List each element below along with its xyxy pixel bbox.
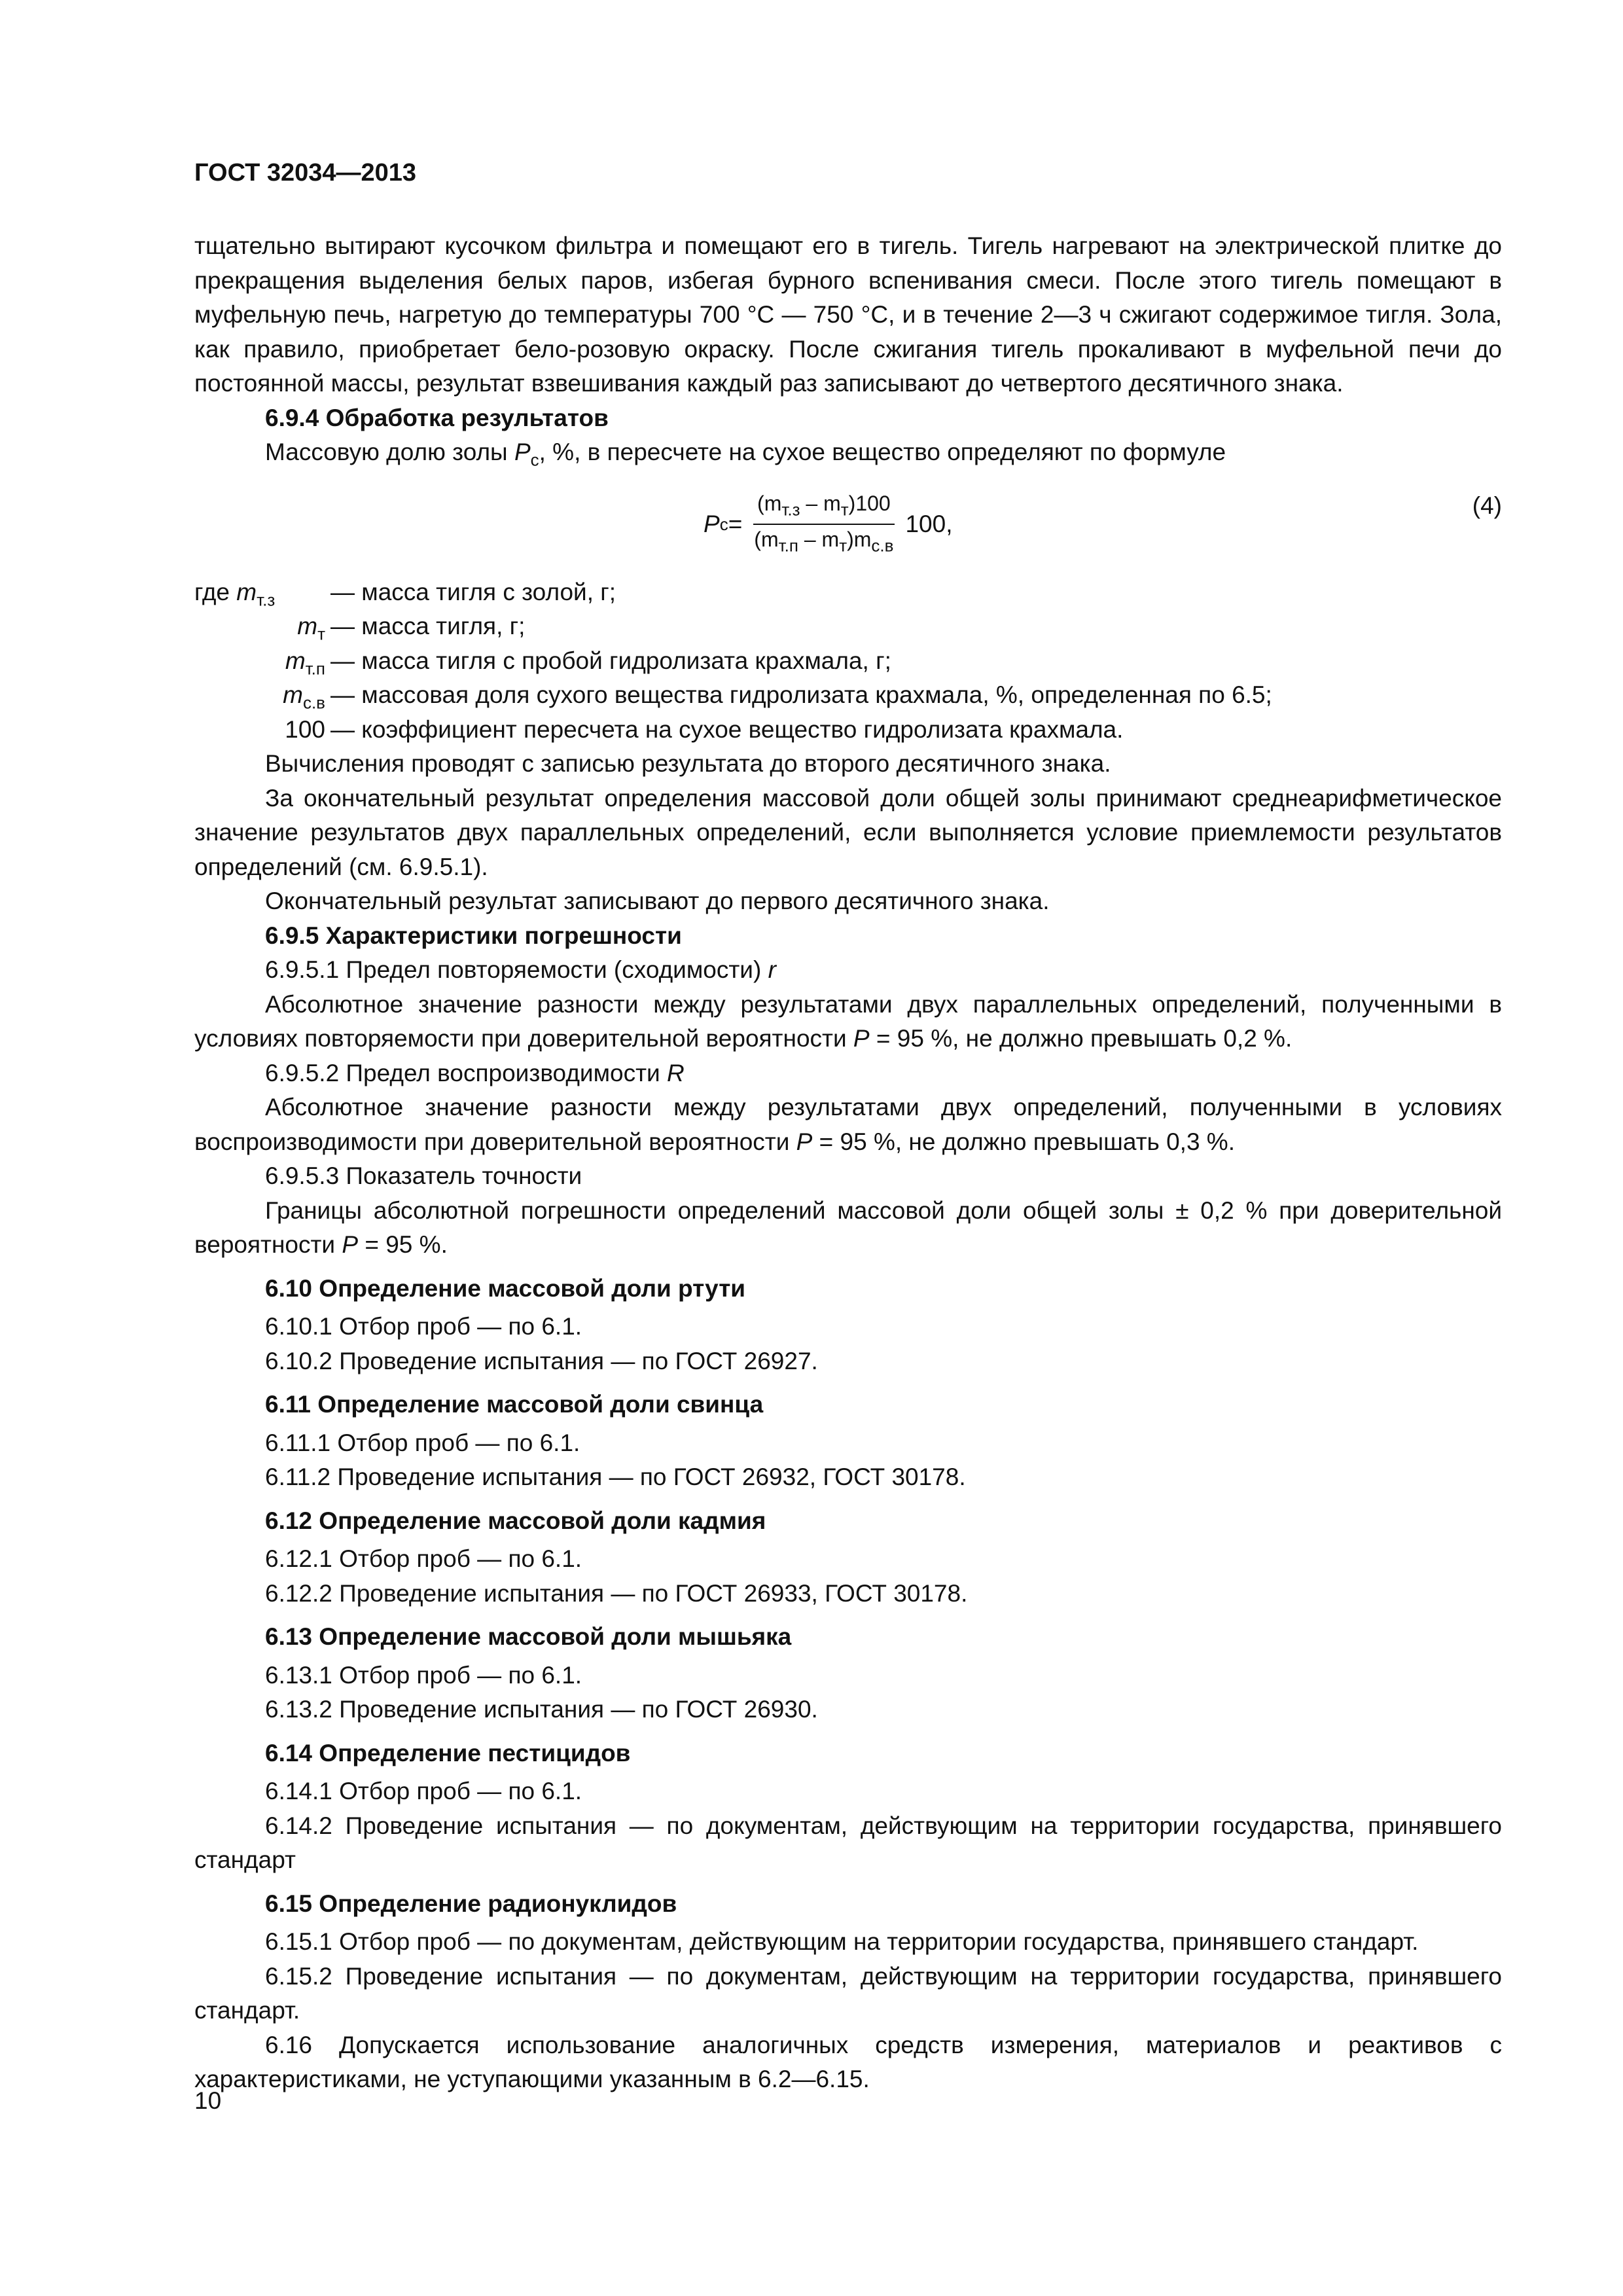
formula-lhs: P	[704, 511, 720, 538]
where-symbol-sub: т.п	[305, 658, 325, 679]
num-part: – m	[800, 491, 841, 515]
equation-number: (4)	[1472, 492, 1502, 519]
section-heading: 6.15 Определение радионуклидов	[265, 1890, 677, 1917]
formula-lhs-sub: c	[719, 514, 728, 535]
paragraph	[194, 1090, 1502, 1159]
paragraph-text: = 95 %, не должно превышать 0,3 %.	[812, 1128, 1235, 1155]
where-description: — масса тигля, г;	[330, 613, 526, 640]
den-sub: т	[839, 535, 847, 556]
section-item: 6.11.2 Проведение испытания — по ГОСТ 26932, ГОСТ 30178.	[265, 1463, 966, 1491]
paragraph: Окончательный результат записывают до первого десятичного знака.	[265, 888, 1050, 915]
where-description: — массовая доля сухого вещества гидролизата крахмала, %, определенная по 6.5;	[330, 681, 1272, 709]
where-description: — масса тигля с золой, г;	[330, 578, 616, 605]
section-item: 6.12.1 Отбор проб — по 6.1.	[265, 1545, 582, 1573]
where-symbol: m	[283, 681, 303, 709]
where-symbol-group	[285, 713, 325, 747]
where-symbol: m	[285, 647, 306, 674]
section-item: 6.14.1 Отбор проб — по 6.1.	[265, 1778, 582, 1805]
paragraph: Вычисления проводят с записью результата до второго десятичного знака.	[265, 750, 1111, 778]
where-symbol-sub: с.в	[302, 692, 325, 713]
subsection-title	[194, 1056, 1502, 1091]
final-paragraph: 6.16 Допускается использование аналогичных средств измерения, материалов и реактивов с характеристиками, не уступающими указанным в 6.2—6.15.	[194, 2031, 1502, 2093]
lead-text: Массовую долю золы	[265, 439, 514, 465]
section-heading: 6.13 Определение массовой доли мышьяка	[265, 1623, 792, 1651]
where-label: где	[194, 578, 230, 605]
paragraph	[194, 988, 1502, 1056]
section-heading: 6.11 Определение массовой доли свинца	[265, 1391, 764, 1418]
where-row	[194, 644, 1502, 679]
paragraph: За окончательный результат определения массовой доли общей золы принимают среднеарифметическое значение результатов двух параллельных определений, если выполняется условие приемлемости результатов определений (см. 6.9.5.1).	[194, 784, 1502, 880]
where-symbol-sub: т	[317, 624, 325, 644]
where-symbol: m	[236, 578, 257, 605]
document-header: ГОСТ 32034—2013	[194, 159, 417, 187]
subsection-title	[194, 953, 1502, 988]
where-row	[194, 678, 1502, 713]
section-heading: 6.10 Определение массовой доли ртути	[265, 1274, 746, 1302]
section-item: 6.11.1 Отбор проб — по 6.1.	[265, 1429, 580, 1456]
section-heading: 6.14 Определение пестицидов	[265, 1739, 631, 1767]
lead-symbol-sub: c	[530, 450, 539, 470]
paragraph	[194, 1194, 1502, 1263]
formula	[704, 490, 952, 559]
den-part: )m	[847, 528, 872, 552]
paragraph-text: = 95 %, не должно превышать 0,2 %.	[869, 1025, 1293, 1052]
paragraph-text: = 95 %.	[358, 1231, 448, 1259]
paragraph-text: Границы абсолютной погрешности определений массовой доли общей золы ± 0,2 % при доверительной вероятности	[194, 1196, 1502, 1259]
lead-text-post: , %, в пересчете на сухое вещество определяют по формуле	[539, 439, 1226, 465]
section-heading-6-9-5: 6.9.5 Характеристики погрешности	[265, 922, 682, 949]
subsection-title-text: 6.9.5.2 Предел воспроизводимости	[265, 1059, 667, 1086]
section-item: 6.13.2 Проведение испытания — по ГОСТ 26930.	[265, 1696, 818, 1723]
where-symbol: 100	[285, 715, 325, 743]
subsection-title: 6.9.5.3 Показатель точности	[265, 1162, 582, 1190]
where-symbol-sub: т.з	[257, 590, 276, 610]
section-item: 6.13.1 Отбор проб — по 6.1.	[265, 1661, 582, 1689]
section-item: 6.10.2 Проведение испытания — по ГОСТ 26927.	[265, 1347, 818, 1374]
where-symbol: m	[297, 613, 318, 640]
where-description: — коэффициент пересчета на сухое вещество гидролизата крахмала.	[330, 715, 1124, 743]
formula-tail: 100,	[905, 511, 953, 538]
den-sub: с.в	[871, 535, 894, 556]
section-item: 6.10.1 Отбор проб — по 6.1.	[265, 1313, 582, 1340]
section-item: 6.14.2 Проведение испытания — по документам, действующим на территории государства, принявшего стандарт	[194, 1812, 1502, 1874]
num-part: )100	[848, 491, 891, 515]
subsection-title-symbol: R	[667, 1059, 685, 1086]
subsection-title-text: 6.9.5.1 Предел повторяемости (сходимости)	[265, 956, 768, 984]
num-part: (m	[757, 491, 782, 515]
where-row	[194, 575, 1502, 610]
formula-numerator	[753, 490, 895, 525]
num-sub: т	[840, 499, 849, 520]
paragraph-symbol: P	[853, 1025, 870, 1052]
document-body	[194, 229, 1502, 2097]
section-heading-6-9-4: 6.9.4 Обработка результатов	[265, 404, 609, 431]
where-description: — масса тигля с пробой гидролизата крахмала, г;	[330, 647, 891, 674]
where-row	[194, 609, 1502, 644]
paragraph-symbol: P	[796, 1128, 813, 1155]
den-sub: т.п	[778, 535, 798, 556]
den-part: (m	[754, 528, 779, 552]
section-item: 6.15.1 Отбор проб — по документам, действующим на территории государства, принявшего стандарт.	[265, 1928, 1419, 1956]
num-sub: т.з	[781, 499, 800, 520]
section-item: 6.12.2 Проведение испытания — по ГОСТ 26933, ГОСТ 30178.	[265, 1579, 968, 1607]
intro-paragraph: тщательно вытирают кусочком фильтра и помещают его в тигель. Тигель нагревают на электрической плитке до прекращения выделения белых паров, избегая бурного вспенивания смеси. После этого тигель помещают в муфельную печь, нагретую до температуры 700 °С — 750 °С, и в течение 2—3 ч сжигают содержимое тигля. Зола, как правило, приобретает бело-розовую окраску. После сжигания тигель прокаливают в муфельной печи до постоянной массы, результат взвешивания каждый раз записывают до четвертого десятичного знака.	[194, 232, 1502, 397]
den-part: – m	[798, 528, 840, 552]
formula-lead-paragraph	[194, 435, 1502, 477]
section-heading: 6.12 Определение массовой доли кадмия	[265, 1507, 766, 1534]
page-number: 10	[194, 2087, 222, 2114]
paragraph-text: Абсолютное значение разности между результатами двух параллельных определений, полученными в условиях повторяемости при доверительной вероятности	[194, 990, 1502, 1052]
formula-equals: =	[728, 511, 743, 538]
where-row	[194, 713, 1502, 747]
formula-denominator	[750, 525, 897, 558]
section-item: 6.15.2 Проведение испытания — по документам, действующим на территории государства, принявшего стандарт.	[194, 1962, 1502, 2024]
formula-fraction	[750, 490, 897, 559]
formula-block	[194, 477, 1502, 575]
paragraph-text: Абсолютное значение разности между результатами двух определений, полученными в условиях воспроизводимости при доверительной вероятности	[194, 1094, 1502, 1155]
subsection-title-symbol: r	[768, 956, 776, 984]
lead-symbol: P	[514, 439, 531, 465]
paragraph-symbol: P	[342, 1231, 359, 1259]
